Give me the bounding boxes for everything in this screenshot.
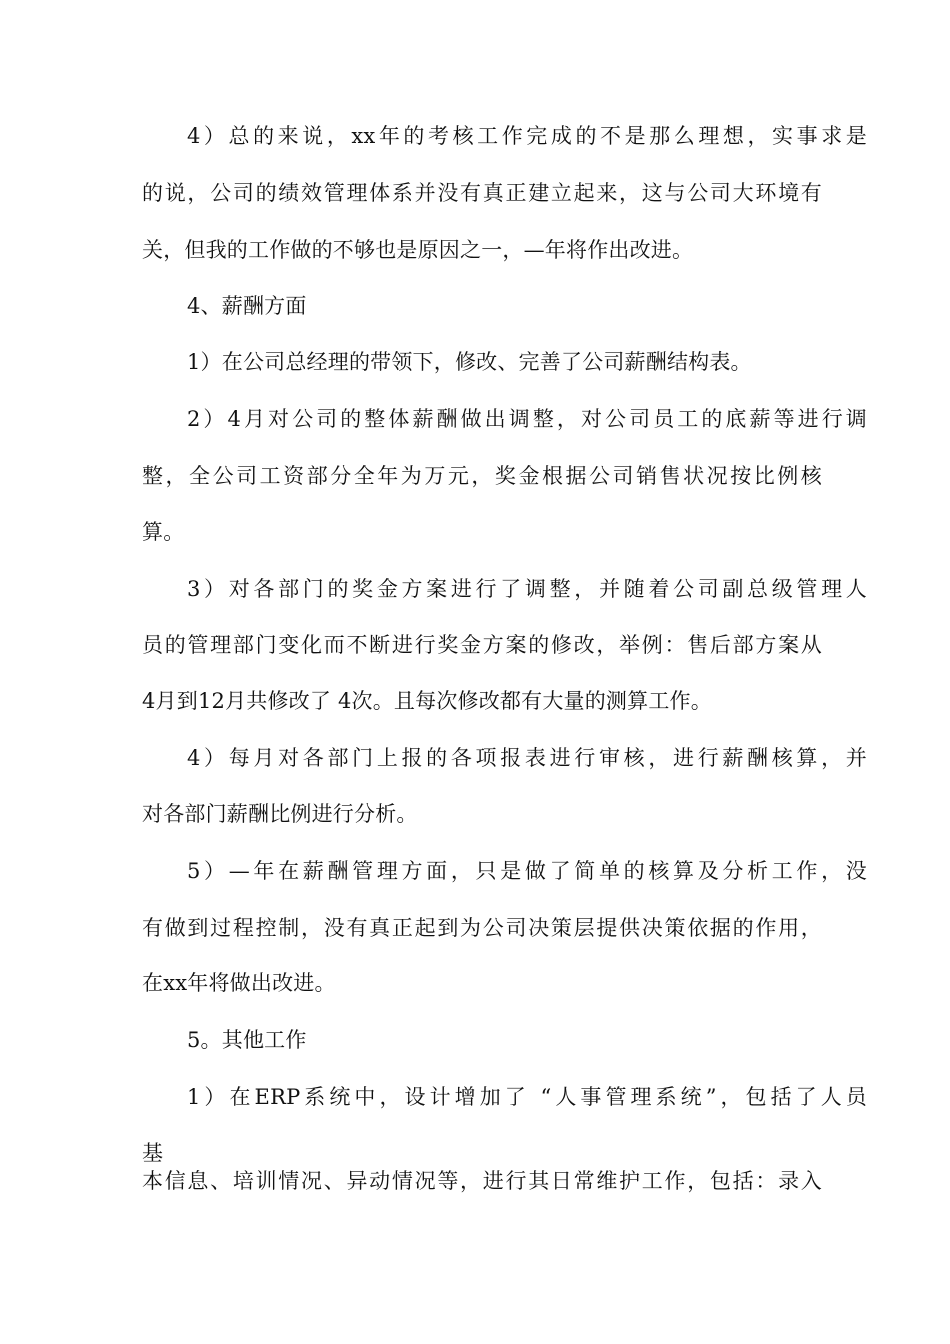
section-heading: 4、薪酬方面 — [187, 294, 307, 318]
text-line: 1）在ERP系统中，设计增加了 “人事管理系统”，包括了人员 — [187, 1085, 867, 1109]
text-line: 对各部门薪酬比例进行分析。 — [142, 802, 418, 826]
section-heading: 5。其他工作 — [187, 1028, 307, 1052]
text-line: 算。 — [142, 520, 185, 544]
text-line: 2）4月对公司的整体薪酬做出调整，对公司员工的底薪等进行调 — [187, 407, 867, 431]
text-line: 3）对各部门的奖金方案进行了调整，并随着公司副总级管理人 — [187, 577, 867, 601]
text-line: 员的管理部门变化而不断进行奖金方案的修改，举例：售后部方案从 — [142, 633, 822, 657]
text-line: 1）在公司总经理的带领下，修改、完善了公司薪酬结构表。 — [187, 350, 752, 374]
text-line: 的说，公司的绩效管理体系并没有真正建立起来，这与公司大环境有 — [142, 181, 822, 205]
text-line: 本信息、培训情况、异动情况等，进行其日常维护工作，包括：录入 — [142, 1169, 822, 1193]
text-line: 在xx年将做出改进。 — [142, 971, 336, 995]
text-line: 整，全公司工资部分全年为万元，奖金根据公司销售状况按比例核 — [142, 464, 822, 488]
text-line: 基 — [142, 1141, 164, 1165]
text-line: 4月到12月共修改了 4次。且每次修改都有大量的测算工作。 — [142, 689, 712, 713]
text-line: 4）每月对各部门上报的各项报表进行审核，进行薪酬核算，并 — [187, 746, 867, 770]
text-line: 5）—年在薪酬管理方面，只是做了简单的核算及分析工作，没 — [187, 859, 867, 883]
text-line: 有做到过程控制，没有真正起到为公司决策层提供决策依据的作用， — [142, 916, 822, 940]
text-line: 4）总的来说，xx年的考核工作完成的不是那么理想，实事求是 — [187, 124, 867, 148]
text-line: 关，但我的工作做的不够也是原因之一，—年将作出改进。 — [142, 238, 694, 262]
